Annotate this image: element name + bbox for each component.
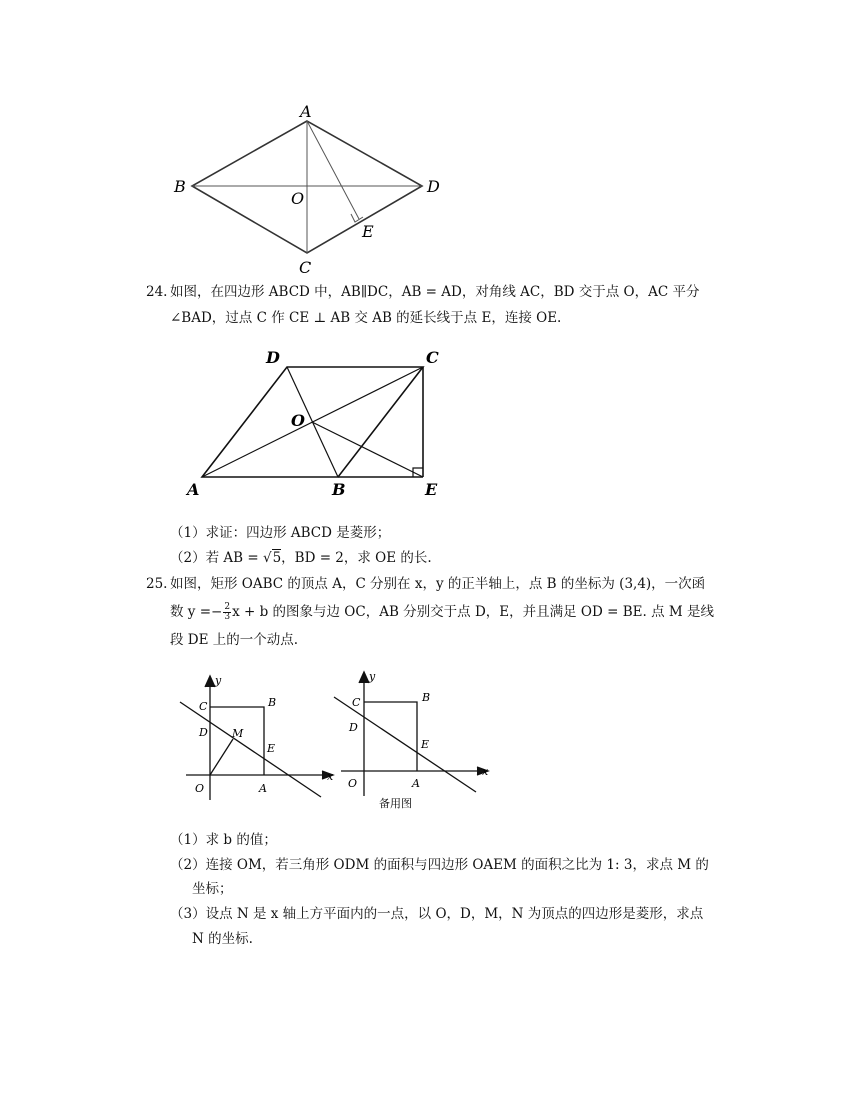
label-O: O [291,189,305,208]
coordinate-figure-main [175,670,340,800]
fraction-denominator: 3 [224,612,231,622]
q25-text-line2-b: x + b 的图象与边 OC，AB 分别交于点 D，E，并且满足 OD = BE. 点 M 是线 [232,604,714,620]
label-M: M [232,727,244,740]
q24-part2-suffix: ，BD = 2，求 OE 的长. [281,550,432,566]
label-C: C [299,258,312,277]
coordinate-figure-backup [330,665,495,815]
q24-text-line1: 如图，在四边形 ABCD 中，AB∥DC，AB = AD，对角线 AC，BD 交于点 O，AC 平分 [170,284,700,300]
label-D: D [199,726,208,739]
label-O: O [291,411,305,430]
label-C: C [352,696,361,709]
label-A: A [259,782,267,795]
q25-text-line2-a: 数 y =− [170,604,223,620]
q25-part3-line1: （3）设点 N 是 x 轴上方平面内的一点，以 O，D，M，N 为顶点的四边形是菱形，求点 [170,906,704,922]
label-A: A [300,102,312,121]
label-O: O [348,777,358,790]
label-E: E [362,222,374,241]
label-E: E [425,480,438,499]
label-D: D [266,348,280,367]
label-A: A [187,480,200,499]
label-E: E [421,738,430,751]
label-A: A [412,777,420,790]
q24-part1: （1）求证：四边形 ABCD 是菱形； [170,525,391,541]
rhombus-figure [160,95,460,280]
q24-part2-prefix: （2）若 AB = [170,550,263,566]
label-B: B [268,696,277,709]
q24-part2-sqrt: 5 [272,550,282,566]
label-D: D [427,177,440,196]
label-y: y [215,674,222,687]
label-O: O [195,782,205,795]
q24-part2 [170,549,432,567]
label-C: C [426,348,439,367]
q25-text-line1: 如图，矩形 OABC 的顶点 A，C 分别在 x，y 的正半轴上，点 B 的坐标为 (3,4)，一次函 [170,576,706,592]
q25-number: 25. [146,576,168,592]
label-B: B [174,177,186,196]
q25-part2-line1: （2）连接 OM，若三角形 ODM 的面积与四边形 OAEM 的面积之比为 1: 3，求点 M 的 [170,857,709,873]
label-B: B [422,691,431,704]
label-D: D [349,721,358,734]
q24-number: 24. [146,284,168,300]
fraction [223,603,231,622]
q24-text-line2: ∠BAD，过点 C 作 CE ⊥ AB 交 AB 的延长线于点 E，连接 OE. [170,310,562,326]
label-E: E [267,742,276,755]
q25-text-line3: 段 DE 上的一个动点. [170,632,299,648]
label-y: y [369,670,376,683]
sqrt-symbol: √5 [262,550,282,566]
q25-part3-line2: N 的坐标. [192,931,253,947]
figure-caption: 备用图 [379,797,412,810]
q25-part2-line2: 坐标； [192,881,233,897]
fraction-numerator: 2 [224,602,231,612]
parallelogram-figure [180,340,450,500]
q25-text-line2 [170,603,714,622]
q25-part1: （1）求 b 的值； [170,832,277,848]
label-C: C [199,700,208,713]
label-B: B [332,480,346,499]
label-x: x [327,770,334,783]
label-x: x [482,765,489,778]
